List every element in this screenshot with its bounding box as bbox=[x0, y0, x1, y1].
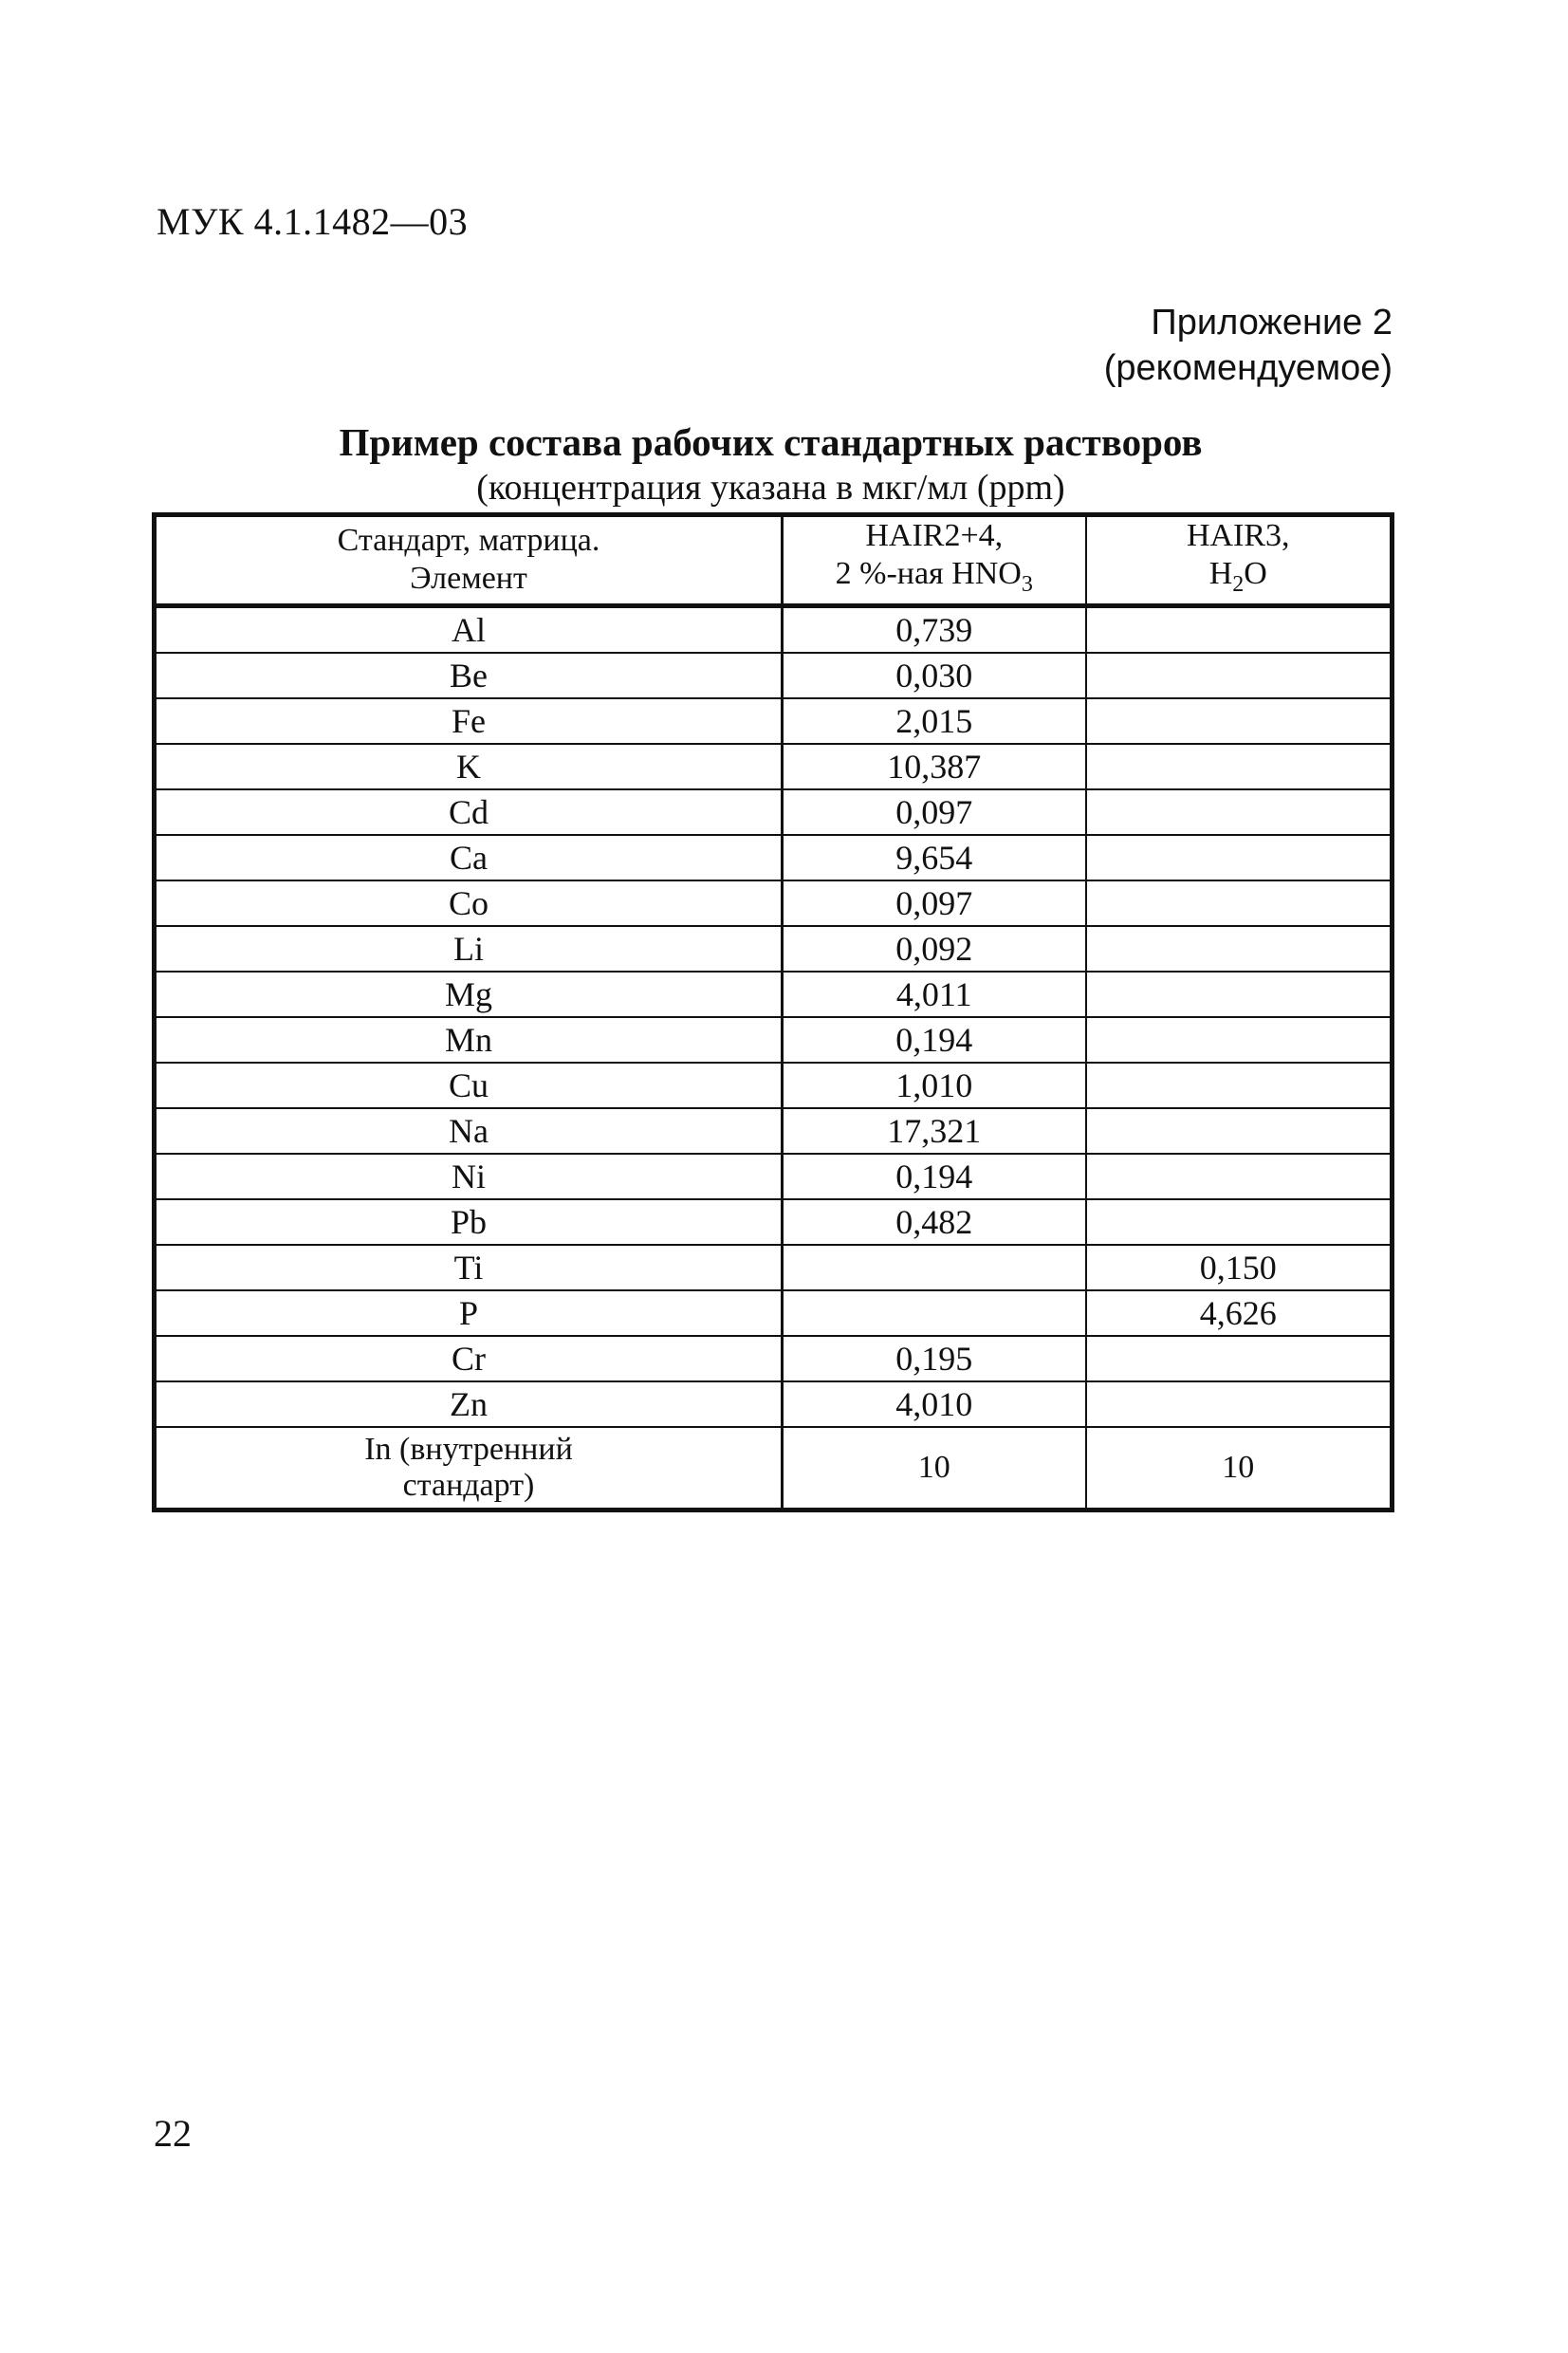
table-row bbox=[155, 1108, 1393, 1154]
hair3-value-cell bbox=[1086, 1108, 1393, 1154]
hair24-value-cell: 0,195 bbox=[783, 1336, 1086, 1381]
hair24-value-cell: 0,097 bbox=[783, 789, 1086, 835]
hair24-value-cell: 4,010 bbox=[783, 1381, 1086, 1427]
element-cell: Ca bbox=[155, 835, 783, 880]
element-cell: K bbox=[155, 744, 783, 789]
hair24-value-cell: 0,092 bbox=[783, 926, 1086, 972]
header-col2-line1: HAIR2+4, bbox=[865, 518, 1004, 553]
hair3-value-cell: 0,150 bbox=[1086, 1245, 1393, 1290]
hair24-value-cell: 4,011 bbox=[783, 972, 1086, 1017]
header-col3-line2 bbox=[1087, 555, 1391, 603]
hair24-value-cell: 10,387 bbox=[783, 744, 1086, 789]
table-row bbox=[155, 880, 1393, 926]
standards-table-wrapper bbox=[152, 512, 1390, 1512]
hair24-value-cell: 0,030 bbox=[783, 653, 1086, 698]
hair24-value-cell: 10 bbox=[783, 1427, 1086, 1510]
table-row bbox=[155, 1245, 1393, 1290]
table-row bbox=[155, 698, 1393, 744]
element-cell: Ni bbox=[155, 1154, 783, 1199]
hair3-value-cell bbox=[1086, 653, 1393, 698]
table-row bbox=[155, 1290, 1393, 1336]
header-col2-acid: 2 %-ная HNO bbox=[835, 556, 1022, 591]
hair24-value-cell: 9,654 bbox=[783, 835, 1086, 880]
element-cell: Zn bbox=[155, 1381, 783, 1427]
table-row bbox=[155, 835, 1393, 880]
element-line2: стандарт) bbox=[402, 1467, 535, 1503]
hair3-value-cell bbox=[1086, 605, 1393, 653]
hair24-value-cell bbox=[783, 1245, 1086, 1290]
hair3-value-cell: 10 bbox=[1086, 1427, 1393, 1510]
header-hair3 bbox=[1086, 515, 1393, 606]
element-cell: Cu bbox=[155, 1063, 783, 1108]
hair24-value-cell: 0,482 bbox=[783, 1199, 1086, 1245]
table-row bbox=[155, 653, 1393, 698]
table-title: Пример состава рабочих стандартных растворов bbox=[339, 420, 1203, 464]
element-cell: Li bbox=[155, 926, 783, 972]
element-cell: Mg bbox=[155, 972, 783, 1017]
table-body bbox=[155, 605, 1393, 1510]
header-col3-line1: HAIR3, bbox=[1186, 518, 1290, 553]
table-row bbox=[155, 1154, 1393, 1199]
table-row bbox=[155, 1336, 1393, 1381]
table-row bbox=[155, 1199, 1393, 1245]
hair3-value-cell bbox=[1086, 880, 1393, 926]
hair24-value-cell bbox=[783, 1290, 1086, 1336]
element-cell: Fe bbox=[155, 698, 783, 744]
hair24-value-cell: 2,015 bbox=[783, 698, 1086, 744]
element-cell: Mn bbox=[155, 1017, 783, 1063]
table-row-internal-standard bbox=[155, 1427, 1393, 1510]
table-row bbox=[155, 744, 1393, 789]
header-col1-line1: Стандарт, матрица. bbox=[337, 523, 600, 559]
hair3-value-cell bbox=[1086, 698, 1393, 744]
hair3-value-cell bbox=[1086, 1063, 1393, 1108]
header-hair24 bbox=[783, 515, 1086, 606]
appendix-number: Приложение 2 bbox=[1151, 303, 1393, 343]
element-cell: P bbox=[155, 1290, 783, 1336]
hair3-value-cell bbox=[1086, 1199, 1393, 1245]
document-code: МУК 4.1.1482—03 bbox=[157, 200, 469, 243]
element-line1: In (внутренний bbox=[364, 1431, 573, 1467]
element-cell: Ti bbox=[155, 1245, 783, 1290]
table-row bbox=[155, 605, 1393, 653]
hair3-value-cell bbox=[1086, 789, 1393, 835]
header-col3-o: O bbox=[1244, 556, 1267, 591]
element-cell: Cr bbox=[155, 1336, 783, 1381]
hair3-value-cell bbox=[1086, 926, 1393, 972]
element-cell bbox=[155, 1427, 783, 1510]
header-col2-line2 bbox=[784, 555, 1085, 603]
hair3-value-cell: 4,626 bbox=[1086, 1290, 1393, 1336]
hair3-value-cell bbox=[1086, 744, 1393, 789]
standards-table bbox=[152, 512, 1394, 1512]
header-col3-subscript: 2 bbox=[1232, 571, 1245, 597]
element-cell: Cd bbox=[155, 789, 783, 835]
table-row bbox=[155, 1063, 1393, 1108]
hair24-value-cell: 1,010 bbox=[783, 1063, 1086, 1108]
hair3-value-cell bbox=[1086, 1381, 1393, 1427]
table-row bbox=[155, 1017, 1393, 1063]
element-cell: Be bbox=[155, 653, 783, 698]
appendix-label bbox=[1104, 300, 1393, 391]
hair3-value-cell bbox=[1086, 1017, 1393, 1063]
element-cell: Al bbox=[155, 605, 783, 653]
hair24-value-cell: 0,739 bbox=[783, 605, 1086, 653]
hair24-value-cell: 0,194 bbox=[783, 1017, 1086, 1063]
table-row bbox=[155, 789, 1393, 835]
table-row bbox=[155, 1381, 1393, 1427]
page-number: 22 bbox=[154, 2112, 192, 2155]
table-row bbox=[155, 972, 1393, 1017]
element-cell: Pb bbox=[155, 1199, 783, 1245]
table-header-row bbox=[155, 515, 1393, 606]
hair3-value-cell bbox=[1086, 835, 1393, 880]
hair24-value-cell: 17,321 bbox=[783, 1108, 1086, 1154]
hair3-value-cell bbox=[1086, 972, 1393, 1017]
appendix-type: (рекомендуемое) bbox=[1103, 348, 1393, 388]
table-row bbox=[155, 926, 1393, 972]
header-standard-element bbox=[155, 515, 783, 606]
element-cell: Co bbox=[155, 880, 783, 926]
hair3-value-cell bbox=[1086, 1336, 1393, 1381]
element-cell: Na bbox=[155, 1108, 783, 1154]
hair3-value-cell bbox=[1086, 1154, 1393, 1199]
hair24-value-cell: 0,194 bbox=[783, 1154, 1086, 1199]
header-col2-subscript: 3 bbox=[1021, 571, 1033, 597]
table-subtitle: (концентрация указана в мкг/мл (ppm) bbox=[476, 468, 1065, 508]
hair24-value-cell: 0,097 bbox=[783, 880, 1086, 926]
header-col3-h: H bbox=[1208, 556, 1233, 591]
header-col1-line2: Элемент bbox=[410, 561, 527, 597]
